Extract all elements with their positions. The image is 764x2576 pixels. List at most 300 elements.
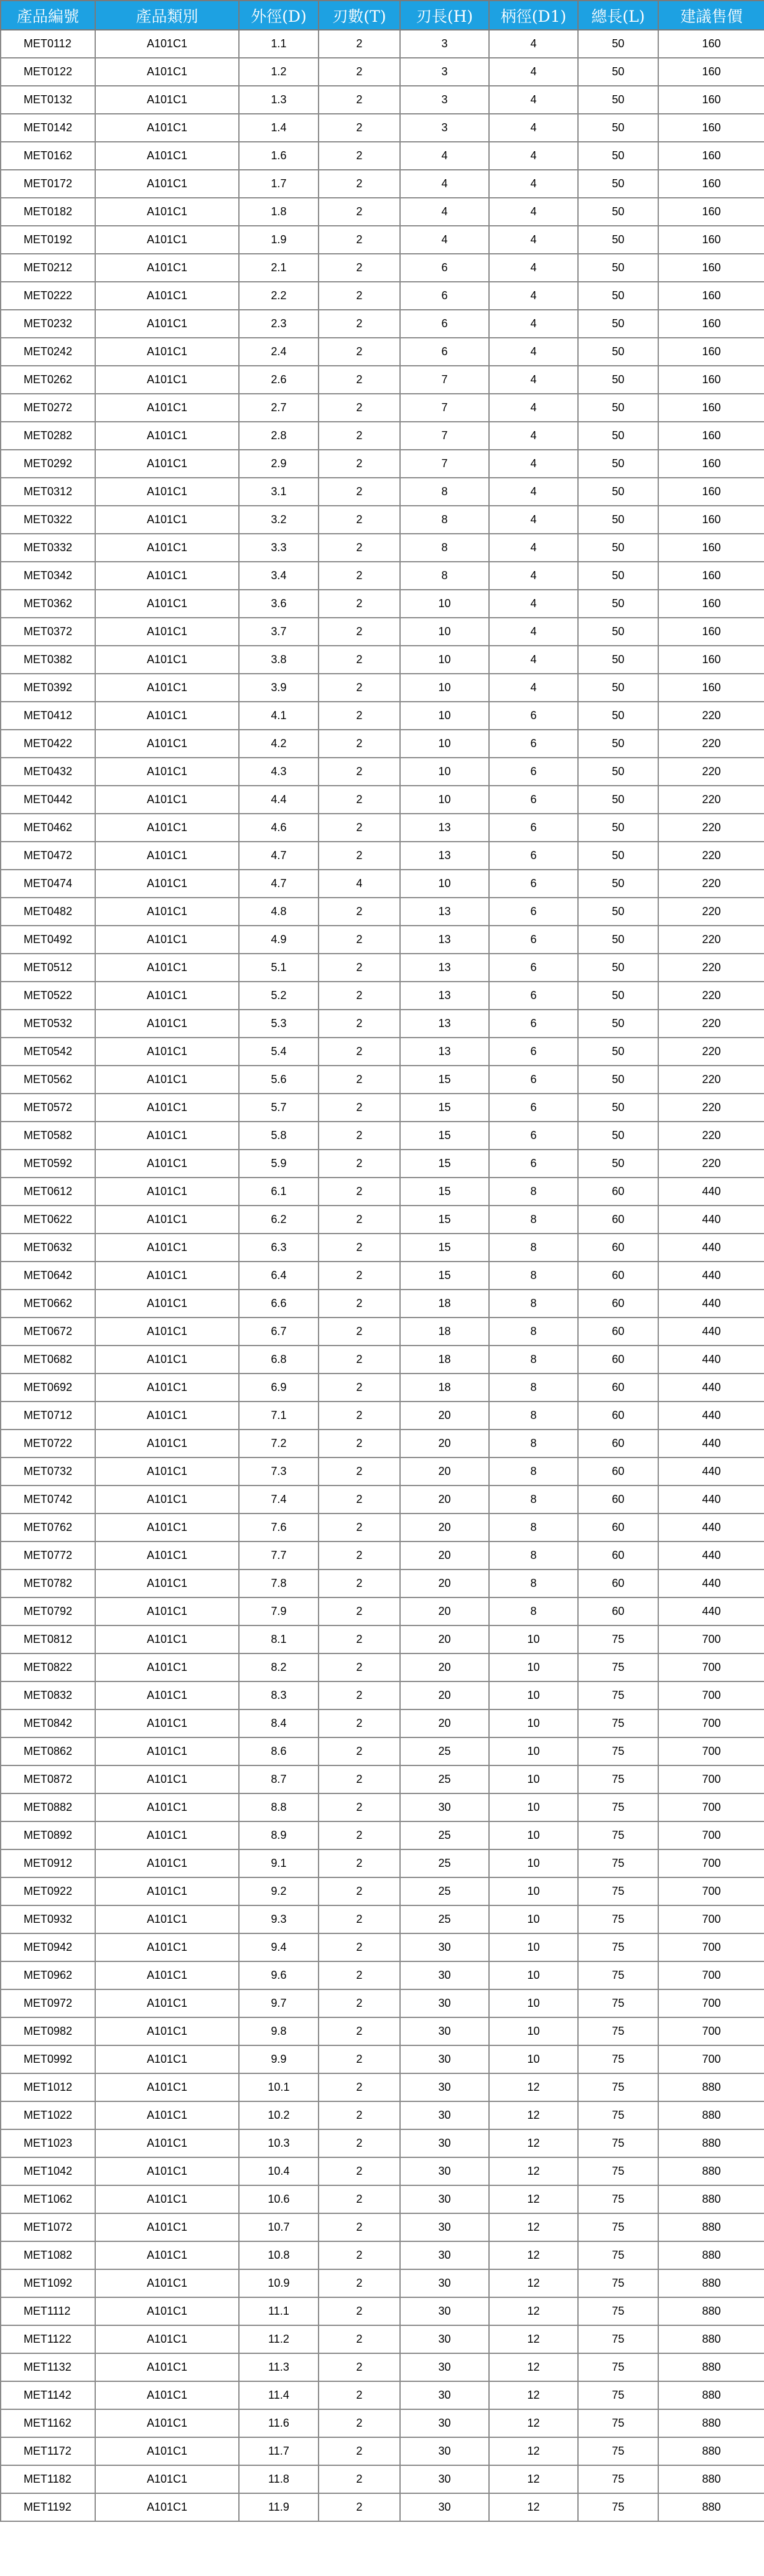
- cell-shank-diameter: 12: [489, 2241, 578, 2269]
- cell-outer-diameter: 8.6: [239, 1737, 319, 1765]
- cell-outer-diameter: 10.7: [239, 2213, 319, 2241]
- cell-product-category: A101C1: [95, 254, 239, 282]
- cell-suggested-price: 700: [658, 1821, 764, 1849]
- cell-overall-length: 60: [578, 1514, 658, 1541]
- table-row: [1, 1989, 764, 2017]
- cell-suggested-price: 160: [658, 226, 764, 254]
- cell-suggested-price: 880: [658, 2465, 764, 2493]
- cell-flute-count: 2: [319, 2297, 400, 2325]
- cell-product-code: MET0982: [1, 2017, 95, 2045]
- cell-flute-length: 8: [400, 534, 489, 562]
- cell-suggested-price: 160: [658, 422, 764, 450]
- cell-product-code: MET1062: [1, 2185, 95, 2213]
- cell-flute-count: 2: [319, 170, 400, 198]
- table-row: [1, 926, 764, 954]
- cell-product-code: MET1172: [1, 2437, 95, 2465]
- cell-shank-diameter: 6: [489, 758, 578, 786]
- cell-outer-diameter: 3.6: [239, 590, 319, 618]
- cell-suggested-price: 220: [658, 702, 764, 730]
- table-row: [1, 1318, 764, 1346]
- cell-suggested-price: 160: [658, 450, 764, 478]
- cell-flute-count: 2: [319, 702, 400, 730]
- cell-flute-count: 2: [319, 1374, 400, 1402]
- cell-flute-length: 10: [400, 758, 489, 786]
- cell-shank-diameter: 12: [489, 2325, 578, 2353]
- cell-suggested-price: 160: [658, 254, 764, 282]
- table-row: [1, 1961, 764, 1989]
- cell-flute-length: 3: [400, 114, 489, 142]
- cell-flute-length: 20: [400, 1402, 489, 1430]
- cell-suggested-price: 160: [658, 394, 764, 422]
- cell-flute-count: 2: [319, 2269, 400, 2297]
- cell-outer-diameter: 10.8: [239, 2241, 319, 2269]
- cell-product-code: MET0472: [1, 842, 95, 870]
- cell-overall-length: 50: [578, 86, 658, 114]
- cell-outer-diameter: 10.2: [239, 2101, 319, 2129]
- cell-overall-length: 60: [578, 1569, 658, 1597]
- cell-product-category: A101C1: [95, 814, 239, 842]
- cell-overall-length: 75: [578, 1793, 658, 1821]
- cell-outer-diameter: 6.7: [239, 1318, 319, 1346]
- cell-flute-length: 25: [400, 1737, 489, 1765]
- cell-flute-count: 2: [319, 30, 400, 58]
- cell-product-code: MET0492: [1, 926, 95, 954]
- cell-suggested-price: 700: [658, 1653, 764, 1681]
- cell-flute-length: 15: [400, 1066, 489, 1094]
- cell-flute-count: 2: [319, 1402, 400, 1430]
- cell-product-category: A101C1: [95, 114, 239, 142]
- cell-product-category: A101C1: [95, 1905, 239, 1933]
- cell-overall-length: 50: [578, 786, 658, 814]
- cell-product-code: MET0622: [1, 1206, 95, 1234]
- cell-shank-diameter: 4: [489, 394, 578, 422]
- cell-overall-length: 75: [578, 1653, 658, 1681]
- table-row: [1, 1625, 764, 1653]
- cell-outer-diameter: 11.2: [239, 2325, 319, 2353]
- table-row: [1, 982, 764, 1010]
- table-row: [1, 2353, 764, 2381]
- cell-suggested-price: 440: [658, 1374, 764, 1402]
- table-row: [1, 1458, 764, 1486]
- header-flute-length: 刃長(H): [400, 1, 489, 30]
- cell-flute-length: 20: [400, 1681, 489, 1709]
- cell-product-code: MET0162: [1, 142, 95, 170]
- cell-shank-diameter: 12: [489, 2465, 578, 2493]
- cell-flute-length: 20: [400, 1430, 489, 1458]
- cell-shank-diameter: 8: [489, 1346, 578, 1374]
- cell-outer-diameter: 1.7: [239, 170, 319, 198]
- table-row: [1, 2381, 764, 2409]
- cell-overall-length: 50: [578, 982, 658, 1010]
- cell-flute-length: 30: [400, 2353, 489, 2381]
- cell-flute-length: 30: [400, 2381, 489, 2409]
- cell-outer-diameter: 2.9: [239, 450, 319, 478]
- cell-outer-diameter: 11.7: [239, 2437, 319, 2465]
- cell-flute-length: 30: [400, 2185, 489, 2213]
- cell-suggested-price: 160: [658, 198, 764, 226]
- cell-overall-length: 50: [578, 478, 658, 506]
- cell-product-category: A101C1: [95, 2409, 239, 2437]
- cell-overall-length: 50: [578, 58, 658, 86]
- cell-flute-count: 2: [319, 1793, 400, 1821]
- cell-suggested-price: 160: [658, 506, 764, 534]
- cell-product-category: A101C1: [95, 590, 239, 618]
- cell-flute-count: 2: [319, 1150, 400, 1178]
- cell-shank-diameter: 8: [489, 1234, 578, 1262]
- table-row: [1, 1178, 764, 1206]
- cell-product-category: A101C1: [95, 2381, 239, 2409]
- cell-flute-length: 20: [400, 1569, 489, 1597]
- cell-outer-diameter: 4.1: [239, 702, 319, 730]
- cell-shank-diameter: 4: [489, 254, 578, 282]
- cell-flute-length: 6: [400, 282, 489, 310]
- table-row: [1, 1793, 764, 1821]
- cell-suggested-price: 160: [658, 366, 764, 394]
- cell-product-code: MET0632: [1, 1234, 95, 1262]
- cell-flute-length: 15: [400, 1094, 489, 1122]
- cell-product-code: MET0532: [1, 1010, 95, 1038]
- cell-product-category: A101C1: [95, 142, 239, 170]
- cell-flute-count: 2: [319, 422, 400, 450]
- cell-flute-length: 30: [400, 1961, 489, 1989]
- cell-product-category: A101C1: [95, 2465, 239, 2493]
- cell-flute-count: 2: [319, 450, 400, 478]
- cell-shank-diameter: 4: [489, 282, 578, 310]
- cell-suggested-price: 220: [658, 842, 764, 870]
- cell-product-code: MET0912: [1, 1849, 95, 1877]
- cell-product-category: A101C1: [95, 870, 239, 898]
- cell-flute-length: 3: [400, 58, 489, 86]
- cell-shank-diameter: 6: [489, 1094, 578, 1122]
- table-row: [1, 310, 764, 338]
- cell-product-code: MET0832: [1, 1681, 95, 1709]
- table-row: [1, 2185, 764, 2213]
- cell-shank-diameter: 6: [489, 786, 578, 814]
- table-row: [1, 702, 764, 730]
- cell-product-category: A101C1: [95, 1709, 239, 1737]
- cell-flute-count: 2: [319, 1290, 400, 1318]
- cell-outer-diameter: 5.7: [239, 1094, 319, 1122]
- cell-flute-count: 2: [319, 1765, 400, 1793]
- cell-flute-count: 4: [319, 870, 400, 898]
- cell-product-category: A101C1: [95, 2241, 239, 2269]
- cell-suggested-price: 700: [658, 1625, 764, 1653]
- cell-product-category: A101C1: [95, 1765, 239, 1793]
- cell-product-category: A101C1: [95, 2129, 239, 2157]
- cell-product-category: A101C1: [95, 1346, 239, 1374]
- cell-outer-diameter: 3.7: [239, 618, 319, 646]
- cell-product-code: MET0292: [1, 450, 95, 478]
- cell-product-category: A101C1: [95, 366, 239, 394]
- cell-suggested-price: 160: [658, 478, 764, 506]
- cell-product-code: MET0612: [1, 1178, 95, 1206]
- cell-product-category: A101C1: [95, 1122, 239, 1150]
- cell-shank-diameter: 8: [489, 1402, 578, 1430]
- cell-product-category: A101C1: [95, 926, 239, 954]
- cell-suggested-price: 220: [658, 926, 764, 954]
- cell-product-code: MET1192: [1, 2493, 95, 2521]
- cell-product-code: MET0792: [1, 1597, 95, 1625]
- cell-product-code: MET0662: [1, 1290, 95, 1318]
- cell-flute-count: 2: [319, 1681, 400, 1709]
- cell-product-category: A101C1: [95, 2213, 239, 2241]
- cell-overall-length: 75: [578, 2045, 658, 2073]
- cell-flute-length: 4: [400, 198, 489, 226]
- cell-outer-diameter: 7.4: [239, 1486, 319, 1514]
- cell-shank-diameter: 8: [489, 1541, 578, 1569]
- cell-suggested-price: 160: [658, 646, 764, 674]
- cell-product-category: A101C1: [95, 1318, 239, 1346]
- cell-suggested-price: 880: [658, 2325, 764, 2353]
- cell-product-category: A101C1: [95, 2073, 239, 2101]
- cell-outer-diameter: 5.1: [239, 954, 319, 982]
- cell-overall-length: 50: [578, 954, 658, 982]
- cell-outer-diameter: 11.3: [239, 2353, 319, 2381]
- cell-product-category: A101C1: [95, 1989, 239, 2017]
- cell-overall-length: 50: [578, 618, 658, 646]
- cell-outer-diameter: 3.9: [239, 674, 319, 702]
- cell-overall-length: 75: [578, 2381, 658, 2409]
- cell-product-code: MET0962: [1, 1961, 95, 1989]
- cell-flute-count: 2: [319, 1066, 400, 1094]
- cell-product-code: MET1023: [1, 2129, 95, 2157]
- header-row: [1, 1, 764, 30]
- cell-suggested-price: 220: [658, 786, 764, 814]
- cell-product-category: A101C1: [95, 898, 239, 926]
- cell-flute-length: 18: [400, 1346, 489, 1374]
- cell-suggested-price: 440: [658, 1402, 764, 1430]
- cell-suggested-price: 440: [658, 1569, 764, 1597]
- header-product-category: 產品類別: [95, 1, 239, 30]
- cell-overall-length: 50: [578, 198, 658, 226]
- cell-outer-diameter: 7.1: [239, 1402, 319, 1430]
- table-row: [1, 1374, 764, 1402]
- table-row: [1, 590, 764, 618]
- cell-outer-diameter: 8.1: [239, 1625, 319, 1653]
- cell-flute-count: 2: [319, 58, 400, 86]
- cell-flute-length: 25: [400, 1821, 489, 1849]
- cell-flute-length: 30: [400, 2129, 489, 2157]
- cell-overall-length: 50: [578, 1094, 658, 1122]
- cell-flute-length: 30: [400, 2213, 489, 2241]
- cell-suggested-price: 160: [658, 86, 764, 114]
- cell-product-code: MET0562: [1, 1066, 95, 1094]
- cell-product-code: MET0282: [1, 422, 95, 450]
- cell-outer-diameter: 3.3: [239, 534, 319, 562]
- cell-product-code: MET0232: [1, 310, 95, 338]
- cell-shank-diameter: 10: [489, 1793, 578, 1821]
- cell-shank-diameter: 10: [489, 2045, 578, 2073]
- cell-outer-diameter: 3.8: [239, 646, 319, 674]
- table-row: [1, 2409, 764, 2437]
- cell-outer-diameter: 9.8: [239, 2017, 319, 2045]
- cell-product-code: MET1162: [1, 2409, 95, 2437]
- cell-product-code: MET0922: [1, 1877, 95, 1905]
- cell-suggested-price: 440: [658, 1541, 764, 1569]
- cell-product-category: A101C1: [95, 1206, 239, 1234]
- cell-flute-count: 2: [319, 1318, 400, 1346]
- table-row: [1, 2493, 764, 2521]
- cell-flute-count: 2: [319, 1709, 400, 1737]
- cell-suggested-price: 880: [658, 2129, 764, 2157]
- cell-flute-count: 2: [319, 254, 400, 282]
- table-row: [1, 2325, 764, 2353]
- cell-overall-length: 75: [578, 2073, 658, 2101]
- cell-overall-length: 50: [578, 926, 658, 954]
- cell-product-category: A101C1: [95, 1877, 239, 1905]
- cell-product-code: MET0592: [1, 1150, 95, 1178]
- cell-flute-length: 8: [400, 506, 489, 534]
- cell-shank-diameter: 6: [489, 1010, 578, 1038]
- cell-outer-diameter: 3.2: [239, 506, 319, 534]
- cell-suggested-price: 880: [658, 2073, 764, 2101]
- cell-product-category: A101C1: [95, 2157, 239, 2185]
- cell-product-category: A101C1: [95, 2185, 239, 2213]
- cell-flute-length: 18: [400, 1290, 489, 1318]
- cell-outer-diameter: 11.8: [239, 2465, 319, 2493]
- cell-outer-diameter: 2.1: [239, 254, 319, 282]
- cell-outer-diameter: 4.4: [239, 786, 319, 814]
- cell-overall-length: 60: [578, 1430, 658, 1458]
- cell-flute-length: 20: [400, 1486, 489, 1514]
- cell-outer-diameter: 10.4: [239, 2157, 319, 2185]
- cell-overall-length: 60: [578, 1346, 658, 1374]
- cell-overall-length: 75: [578, 2241, 658, 2269]
- cell-overall-length: 75: [578, 2129, 658, 2157]
- cell-flute-length: 8: [400, 562, 489, 590]
- cell-product-category: A101C1: [95, 58, 239, 86]
- cell-shank-diameter: 8: [489, 1486, 578, 1514]
- cell-outer-diameter: 7.8: [239, 1569, 319, 1597]
- table-row: [1, 1821, 764, 1849]
- cell-product-category: A101C1: [95, 1094, 239, 1122]
- cell-flute-length: 30: [400, 2101, 489, 2129]
- cell-flute-count: 2: [319, 730, 400, 758]
- table-row: [1, 506, 764, 534]
- cell-suggested-price: 440: [658, 1486, 764, 1514]
- cell-outer-diameter: 9.3: [239, 1905, 319, 1933]
- cell-suggested-price: 160: [658, 282, 764, 310]
- cell-product-category: A101C1: [95, 1402, 239, 1430]
- cell-shank-diameter: 8: [489, 1514, 578, 1541]
- cell-flute-count: 2: [319, 1821, 400, 1849]
- cell-overall-length: 60: [578, 1234, 658, 1262]
- cell-flute-length: 30: [400, 2493, 489, 2521]
- cell-product-code: MET0512: [1, 954, 95, 982]
- cell-shank-diameter: 10: [489, 1989, 578, 2017]
- cell-suggested-price: 160: [658, 142, 764, 170]
- cell-flute-length: 18: [400, 1374, 489, 1402]
- cell-outer-diameter: 5.6: [239, 1066, 319, 1094]
- cell-flute-length: 30: [400, 2017, 489, 2045]
- cell-shank-diameter: 12: [489, 2129, 578, 2157]
- cell-suggested-price: 440: [658, 1346, 764, 1374]
- cell-flute-length: 30: [400, 1793, 489, 1821]
- cell-shank-diameter: 6: [489, 814, 578, 842]
- table-row: [1, 1709, 764, 1737]
- cell-shank-diameter: 6: [489, 1066, 578, 1094]
- cell-overall-length: 75: [578, 1765, 658, 1793]
- cell-product-category: A101C1: [95, 226, 239, 254]
- cell-overall-length: 50: [578, 730, 658, 758]
- cell-product-code: MET0474: [1, 870, 95, 898]
- table-row: [1, 1094, 764, 1122]
- cell-flute-count: 2: [319, 926, 400, 954]
- table-row: [1, 1290, 764, 1318]
- table-row: [1, 338, 764, 366]
- cell-product-code: MET0732: [1, 1458, 95, 1486]
- cell-product-code: MET0142: [1, 114, 95, 142]
- cell-outer-diameter: 11.9: [239, 2493, 319, 2521]
- cell-suggested-price: 160: [658, 114, 764, 142]
- cell-flute-length: 10: [400, 674, 489, 702]
- cell-product-category: A101C1: [95, 646, 239, 674]
- cell-flute-count: 2: [319, 1541, 400, 1569]
- cell-product-code: MET0712: [1, 1402, 95, 1430]
- cell-suggested-price: 220: [658, 758, 764, 786]
- table-row: [1, 1765, 764, 1793]
- cell-shank-diameter: 10: [489, 2017, 578, 2045]
- cell-suggested-price: 220: [658, 1150, 764, 1178]
- cell-product-category: A101C1: [95, 2353, 239, 2381]
- cell-suggested-price: 700: [658, 2017, 764, 2045]
- cell-overall-length: 75: [578, 2465, 658, 2493]
- cell-overall-length: 50: [578, 142, 658, 170]
- cell-product-category: A101C1: [95, 1430, 239, 1458]
- cell-product-category: A101C1: [95, 1486, 239, 1514]
- cell-flute-count: 2: [319, 1178, 400, 1206]
- cell-outer-diameter: 4.7: [239, 842, 319, 870]
- cell-suggested-price: 160: [658, 58, 764, 86]
- cell-suggested-price: 880: [658, 2353, 764, 2381]
- cell-shank-diameter: 12: [489, 2213, 578, 2241]
- cell-flute-count: 2: [319, 1430, 400, 1458]
- cell-overall-length: 75: [578, 2213, 658, 2241]
- cell-flute-count: 2: [319, 1569, 400, 1597]
- cell-overall-length: 75: [578, 2297, 658, 2325]
- cell-suggested-price: 880: [658, 2157, 764, 2185]
- cell-flute-count: 2: [319, 1877, 400, 1905]
- cell-shank-diameter: 4: [489, 170, 578, 198]
- cell-flute-count: 2: [319, 562, 400, 590]
- cell-product-code: MET0342: [1, 562, 95, 590]
- cell-suggested-price: 440: [658, 1290, 764, 1318]
- cell-product-code: MET0372: [1, 618, 95, 646]
- cell-product-code: MET0772: [1, 1541, 95, 1569]
- header-flute-count: 刃數(T): [319, 1, 400, 30]
- cell-flute-count: 2: [319, 646, 400, 674]
- cell-product-code: MET0322: [1, 506, 95, 534]
- cell-flute-length: 4: [400, 226, 489, 254]
- cell-overall-length: 50: [578, 30, 658, 58]
- cell-overall-length: 60: [578, 1178, 658, 1206]
- cell-outer-diameter: 11.1: [239, 2297, 319, 2325]
- table-row: [1, 1933, 764, 1961]
- cell-product-category: A101C1: [95, 954, 239, 982]
- cell-outer-diameter: 1.6: [239, 142, 319, 170]
- cell-shank-diameter: 8: [489, 1290, 578, 1318]
- header-suggested-price: 建議售價: [658, 1, 764, 30]
- cell-outer-diameter: 4.2: [239, 730, 319, 758]
- cell-suggested-price: 880: [658, 2409, 764, 2437]
- table-row: [1, 86, 764, 114]
- cell-flute-count: 2: [319, 1597, 400, 1625]
- table-row: [1, 870, 764, 898]
- cell-product-category: A101C1: [95, 198, 239, 226]
- table-row: [1, 1122, 764, 1150]
- cell-overall-length: 50: [578, 842, 658, 870]
- cell-shank-diameter: 12: [489, 2157, 578, 2185]
